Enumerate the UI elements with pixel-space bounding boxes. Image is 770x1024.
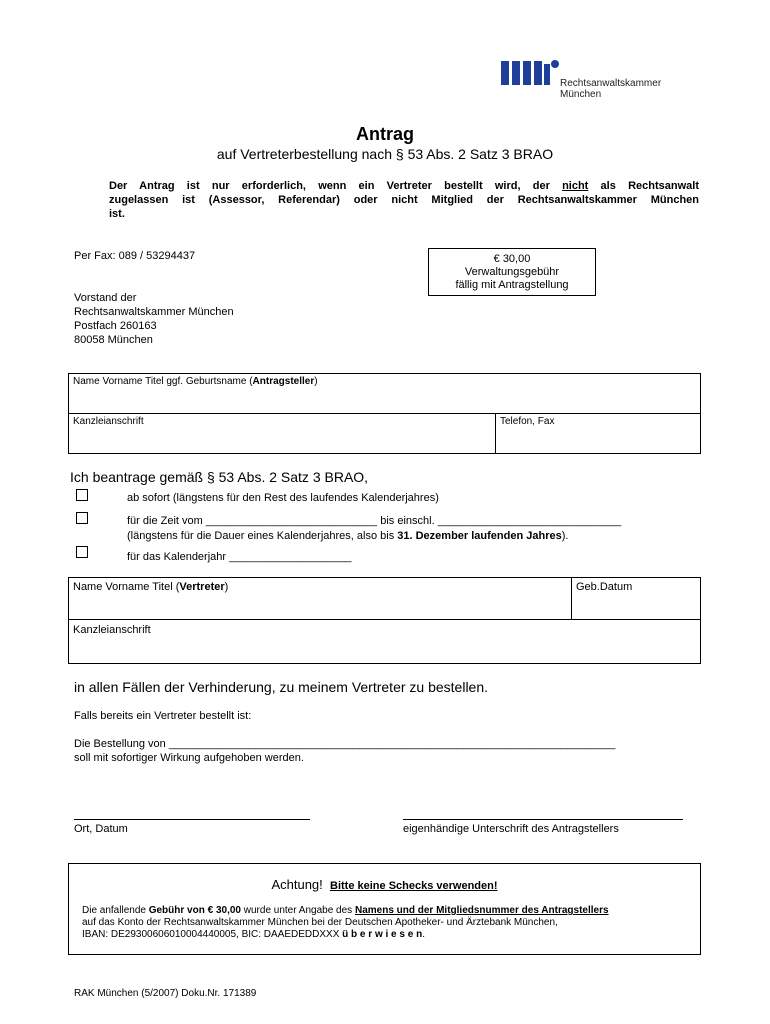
notice-heading	[68, 877, 701, 894]
recipient-address	[74, 291, 234, 347]
applicant-name-label-bold: Antragsteller	[252, 376, 315, 387]
representative-name-label-suffix: )	[224, 581, 229, 593]
logo-mark	[500, 58, 560, 88]
option-immediate-label: ab sofort (längstens für den Rest des laufendes Kalenderjahres)	[127, 492, 439, 504]
address-line4: 80058 München	[74, 334, 153, 346]
page-subtitle: auf Vertreterbestellung nach § 53 Abs. 2 Satz 3 BRAO	[216, 146, 554, 162]
notice-text	[82, 905, 697, 941]
option-period-note-prefix: (längstens für die Dauer eines Kalenderjahres, also bis	[127, 530, 398, 542]
address-line3: Postfach 260163	[74, 320, 157, 332]
representative-name-label-prefix: Name Vorname Titel (	[73, 581, 180, 593]
notice-l3-a: IBAN: DE29300606010004440005, BIC: DAAEDEDDXXX	[82, 929, 343, 940]
option-period-note	[127, 529, 568, 543]
address-line1: Vorstand der	[74, 292, 137, 304]
applicant-name-label-prefix: Name Vorname Titel ggf. Geburtsname (	[73, 376, 253, 387]
representative-birthdate-field[interactable]	[576, 580, 632, 594]
applicant-name-field[interactable]	[73, 376, 318, 388]
intro-nicht: nicht	[562, 180, 589, 192]
footer-doc-number: RAK München (5/2007) Doku.Nr. 171389	[74, 988, 257, 999]
representative-office-field[interactable]	[73, 623, 151, 637]
page-title: Antrag	[356, 124, 414, 144]
revocation-line1: Die Bestellung von _________________________________________________________________________	[74, 738, 616, 750]
notice-l3-b: ü b e r w i e s e n	[342, 929, 423, 940]
applicant-name-label-suffix: )	[314, 376, 318, 387]
notice-l3-c: .	[422, 929, 425, 940]
option-period-note-suffix: ).	[561, 530, 569, 542]
representative-office-label: Kanzleianschrift	[73, 624, 151, 636]
signature-line[interactable]	[403, 819, 683, 820]
applicant-office-field[interactable]	[73, 416, 144, 428]
intro-part2: als Rechtsanwalt	[588, 180, 699, 192]
revocation-line2: soll mit sofortiger Wirkung aufgehoben werden.	[74, 752, 304, 764]
address-line2: Rechtsanwaltskammer München	[74, 306, 234, 318]
notice-l1-b: Gebühr von € 30,00	[148, 905, 241, 916]
intro-part1: Der Antrag ist nur erforderlich, wenn ein Vertreter bestellt wird, der	[109, 180, 563, 192]
request-heading: Ich beantrage gemäß § 53 Abs. 2 Satz 3 BRAO,	[70, 469, 369, 485]
intro-line3: ist.	[109, 208, 125, 220]
applicant-phone-field[interactable]	[500, 416, 554, 428]
fee-due: fällig mit Antragstellung	[455, 279, 569, 291]
logo	[500, 58, 680, 100]
fee-label: Verwaltungsgebühr	[464, 266, 560, 278]
notice-no-cheques: Bitte keine Schecks verwenden!	[330, 880, 498, 892]
representative-name-field[interactable]	[73, 580, 228, 594]
signature-label: eigenhändige Unterschrift des Antragstellers	[403, 823, 619, 835]
notice-l2: auf das Konto der Rechtsanwaltskammer München bei der Deutschen Apotheker- und Ärztebank München,	[82, 917, 558, 928]
option-period-label: für die Zeit vom ____________________________ bis einschl. ______________________________	[127, 515, 622, 527]
applicant-phone-label: Telefon, Fax	[500, 416, 555, 427]
option-period-checkbox[interactable]	[76, 512, 88, 524]
notice-l1-a: Die anfallende	[82, 905, 149, 916]
logo-name-line1: Rechtsanwaltskammer	[560, 78, 662, 89]
notice-l1-d: Namens und der Mitgliedsnummer des Antragstellers	[354, 905, 609, 916]
option-year-label: für das Kalenderjahr ____________________	[127, 551, 352, 563]
representative-birthdate-label: Geb.Datum	[576, 581, 633, 593]
representative-name-label-bold: Vertreter	[179, 581, 225, 593]
statement-text: in allen Fällen der Verhinderung, zu meinem Vertreter zu bestellen.	[74, 679, 489, 695]
place-date-label: Ort, Datum	[74, 823, 128, 835]
fee-amount: € 30,00	[493, 253, 531, 265]
option-year-checkbox[interactable]	[76, 546, 88, 558]
intro-line2: zugelassen ist (Assessor, Referendar) oder nicht Mitglied der Rechtsanwaltskammer München	[109, 194, 699, 206]
existing-representative-note: Falls bereits ein Vertreter bestellt ist:	[74, 710, 252, 722]
option-period-note-bold: 31. Dezember laufenden Jahres	[397, 530, 562, 542]
logo-name-line2: München	[560, 89, 602, 100]
applicant-office-label: Kanzleianschrift	[73, 416, 144, 427]
option-immediate-checkbox[interactable]	[76, 489, 88, 501]
fax-number: Per Fax: 089 / 53294437	[74, 250, 196, 262]
fee-box	[428, 248, 596, 296]
notice-l1-c: wurde unter Angabe des	[240, 905, 355, 916]
notice-achtung: Achtung!	[271, 877, 323, 892]
intro-text	[109, 179, 699, 221]
place-date-line[interactable]	[74, 819, 310, 820]
